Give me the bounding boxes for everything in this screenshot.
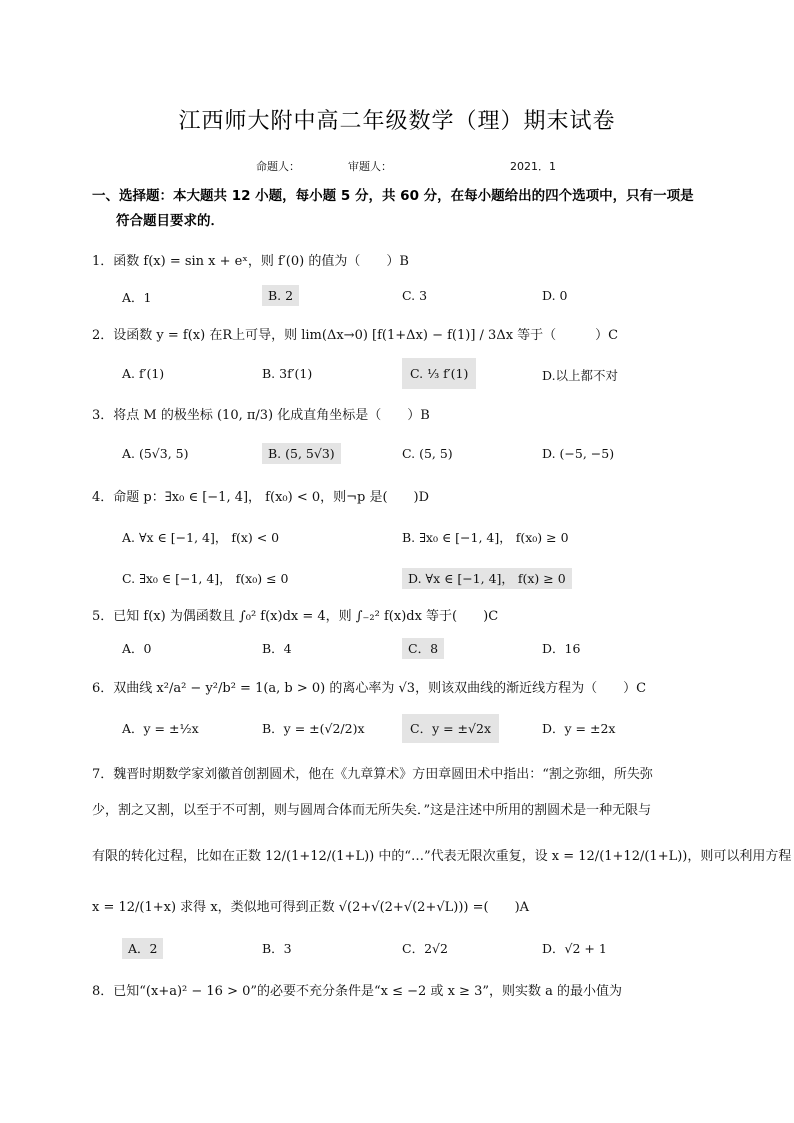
question-5-stem: 5．已知 f(x) 为偶函数且 ∫₀² f(x)dx = 4，则 ∫₋₂² f(x)dx 等于( )C <box>92 609 499 624</box>
q1-option-d: D. 0 <box>542 288 568 303</box>
reviewer-label: 审题人： <box>348 160 392 173</box>
q4-option-c: C. ∃x₀ ∈ [−1, 4]， f(x₀) ≤ 0 <box>122 571 289 586</box>
question-1-stem: 1．函数 f(x) = sin x + eˣ，则 f′(0) 的值为（ ）B <box>92 254 409 269</box>
question-7-line4: x = 12/(1+x) 求得 x，类似地可得到正数 √(2+√(2+√(2+√L))) =( )A <box>92 900 530 915</box>
q3-option-a: A. (5√3, 5) <box>122 446 189 461</box>
exam-title: 江西师大附中高二年级数学（理）期末试卷 <box>178 109 616 134</box>
q2-answer-highlight: C. ⅓ f′(1) <box>402 358 476 389</box>
q1-answer-highlight: B. 2 <box>262 285 299 306</box>
section-heading-line2: 符合题目要求的． <box>116 213 224 229</box>
q5-option-c <box>402 639 444 657</box>
q4-option-a: A. ∀x ∈ [−1, 4]， f(x) < 0 <box>122 530 280 545</box>
question-8-stem: 8．已知“(x+a)² − 16 > 0”的必要不充分条件是“x ≤ −2 或 x ≥ 3”，则实数 a 的最小值为 <box>92 984 623 999</box>
q1-option-c: C. 3 <box>402 288 428 303</box>
q6-option-b: B．y = ±(√2/2)x <box>262 721 365 736</box>
q6-option-c <box>402 719 499 737</box>
q2-option-b: B. 3f′(1) <box>262 366 313 381</box>
question-7-line2: 少，割之又割，以至于不可割，则与圆周合体而无所失矣．”这是注述中所用的割圆术是一种无限与 <box>92 803 652 818</box>
q2-option-a: A. f′(1) <box>122 366 165 381</box>
q7-option-b: B．3 <box>262 941 292 956</box>
q2-option-d: D.以上都不对 <box>542 368 619 383</box>
q4-option-d <box>402 569 572 587</box>
q4-option-b: B. ∃x₀ ∈ [−1, 4]， f(x₀) ≥ 0 <box>402 530 569 545</box>
q5-option-b: B．4 <box>262 641 292 656</box>
section-heading-line1: 一、选择题：本大题共 12 小题，每小题 5 分，共 60 分，在每小题给出的四个选项中，只有一项是 <box>92 188 694 204</box>
q3-option-d: D. (−5, −5) <box>542 446 615 461</box>
q5-option-a: A．0 <box>122 641 152 656</box>
q2-option-c <box>402 366 476 381</box>
q4-answer-highlight: D. ∀x ∈ [−1, 4]， f(x) ≥ 0 <box>402 568 572 589</box>
q3-answer-highlight: B. (5, 5√3) <box>262 443 341 464</box>
question-2-stem: 2．设函数 y = f(x) 在R上可导，则 lim(Δx→0) [f(1+Δx) − f(1)] / 3Δx 等于（ ）C <box>92 328 619 343</box>
question-4-stem: 4．命题 p：∃x₀ ∈ [−1, 4]， f(x₀) < 0，则¬p 是( )D <box>92 490 430 505</box>
q3-option-b <box>262 446 341 461</box>
exam-date: 2021．1 <box>510 160 556 173</box>
question-7-line1: 7．魏晋时期数学家刘徽首创割圆术，他在《九章算术》方田章圆田术中指出：“割之弥细，所失弥 <box>92 767 653 782</box>
question-7-line3: 有限的转化过程，比如在正数 12/(1+12/(1+L)) 中的“…”代表无限次重复，设 x = 12/(1+12/(1+L))，则可以利用方程 <box>92 849 792 864</box>
q5-answer-highlight: C．8 <box>402 638 444 659</box>
section-heading <box>92 184 712 234</box>
q1-option-a: A．1 <box>122 290 152 305</box>
q7-option-a <box>122 939 163 957</box>
author-label: 命题人： <box>256 160 300 173</box>
question-6-stem: 6．双曲线 x²/a² − y²/b² = 1(a, b > 0) 的离心率为 √3，则该双曲线的渐近线方程为（ ）C <box>92 681 647 696</box>
q5-option-d: D．16 <box>542 641 581 656</box>
q7-option-d: D．√2 + 1 <box>542 941 607 956</box>
question-3-stem: 3．将点 M 的极坐标 (10, π/3) 化成直角坐标是（ ）B <box>92 408 430 423</box>
q7-answer-highlight: A．2 <box>122 938 163 959</box>
q6-option-d: D．y = ±2x <box>542 721 616 736</box>
q6-answer-highlight: C．y = ±√2x <box>402 714 499 743</box>
q3-option-c: C. (5, 5) <box>402 446 453 461</box>
q1-option-b <box>262 288 299 303</box>
q7-option-c: C．2√2 <box>402 941 448 956</box>
q6-option-a: A．y = ±½x <box>122 721 199 736</box>
